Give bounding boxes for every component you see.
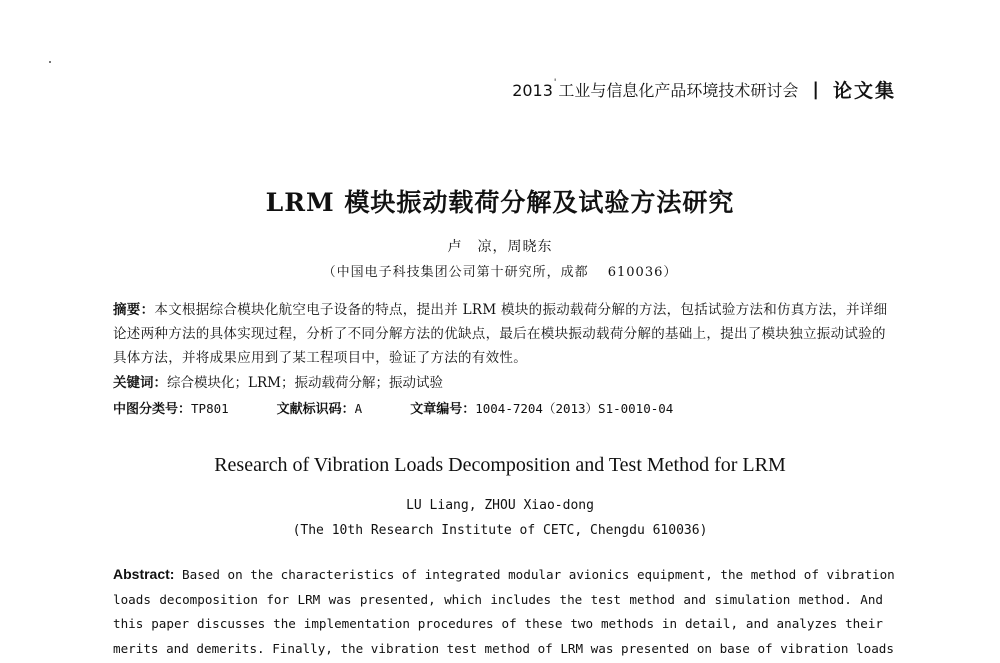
paper-title-zh: LRM 模块振动载荷分解及试验方法研究	[265, 188, 735, 217]
abstract-en-line	[113, 562, 895, 588]
abstract-zh-label: 摘要：	[113, 302, 155, 318]
abstract-zh	[113, 298, 893, 370]
authors-en: LU Liang, ZHOU Xiao-dong	[406, 498, 594, 513]
article-no-value: 1004-7204（2013）S1-0010-04	[475, 401, 674, 416]
clc-value: TP801	[191, 401, 229, 416]
article-no-label: 文章编号：	[410, 402, 476, 417]
keywords-zh-label: 关键词：	[113, 375, 167, 391]
scan-speck	[49, 61, 51, 63]
clc-label: 中图分类号：	[113, 402, 192, 417]
header-conference-name: 工业与信息化产品环境技术研讨会	[558, 81, 799, 100]
header-separator: |	[812, 79, 819, 100]
doc-code-item	[277, 398, 363, 417]
abstract-zh-text: 本文根据综合模块化航空电子设备的特点，提出并 LRM 模块的振动载荷分解的方法，包括试验方法和仿真方法，并详细论述两种方法的具体实现过程，分析了不同分解方法的优缺点，最后在模块振动载荷分解的基础上，提出了模块独立振动试验的具体方法，并将成果应用到了某工程项目中，验证了方法的有效性。	[113, 302, 888, 366]
doc-code-label: 文献标识码：	[276, 402, 355, 417]
authors-zh: 卢 凉，周晓东	[447, 239, 553, 255]
abstract-en-text: Based on the characteristics of integrated modular avionics equipment, the method of vibration	[174, 567, 895, 582]
clc-item	[113, 398, 229, 417]
abstract-en-line: this paper discusses the implementation procedures of these two methods in detail, and analyzes their	[113, 616, 883, 631]
abstract-en	[113, 562, 895, 661]
doc-code-value: A	[354, 401, 363, 416]
running-header	[512, 76, 896, 103]
abstract-en-line: loads decomposition for LRM was presented, which includes the test method and simulation method. And	[113, 591, 883, 607]
classification-line	[113, 398, 721, 417]
abstract-en-line: merits and demerits. Finally, the vibration test method of LRM was presented on base of vibration loads	[113, 640, 894, 656]
paper-title-en: Research of Vibration Loads Decomposition and Test Method for LRM	[214, 454, 786, 476]
keywords-zh-text: 综合模块化；LRM；振动载荷分解；振动试验	[167, 375, 443, 391]
affiliation-zh: （中国电子科技集团公司第十研究所，成都 610036）	[322, 265, 678, 280]
keywords-zh	[113, 371, 443, 391]
header-year-mark: '	[553, 78, 557, 88]
header-year: 2013	[512, 81, 553, 100]
affiliation-en: (The 10th Research Institute of CETC, Chengdu 610036)	[292, 523, 708, 538]
article-no-item	[410, 398, 673, 417]
header-conference	[512, 78, 798, 101]
abstract-en-label: Abstract:	[113, 566, 175, 582]
header-series: 论文集	[832, 80, 896, 102]
